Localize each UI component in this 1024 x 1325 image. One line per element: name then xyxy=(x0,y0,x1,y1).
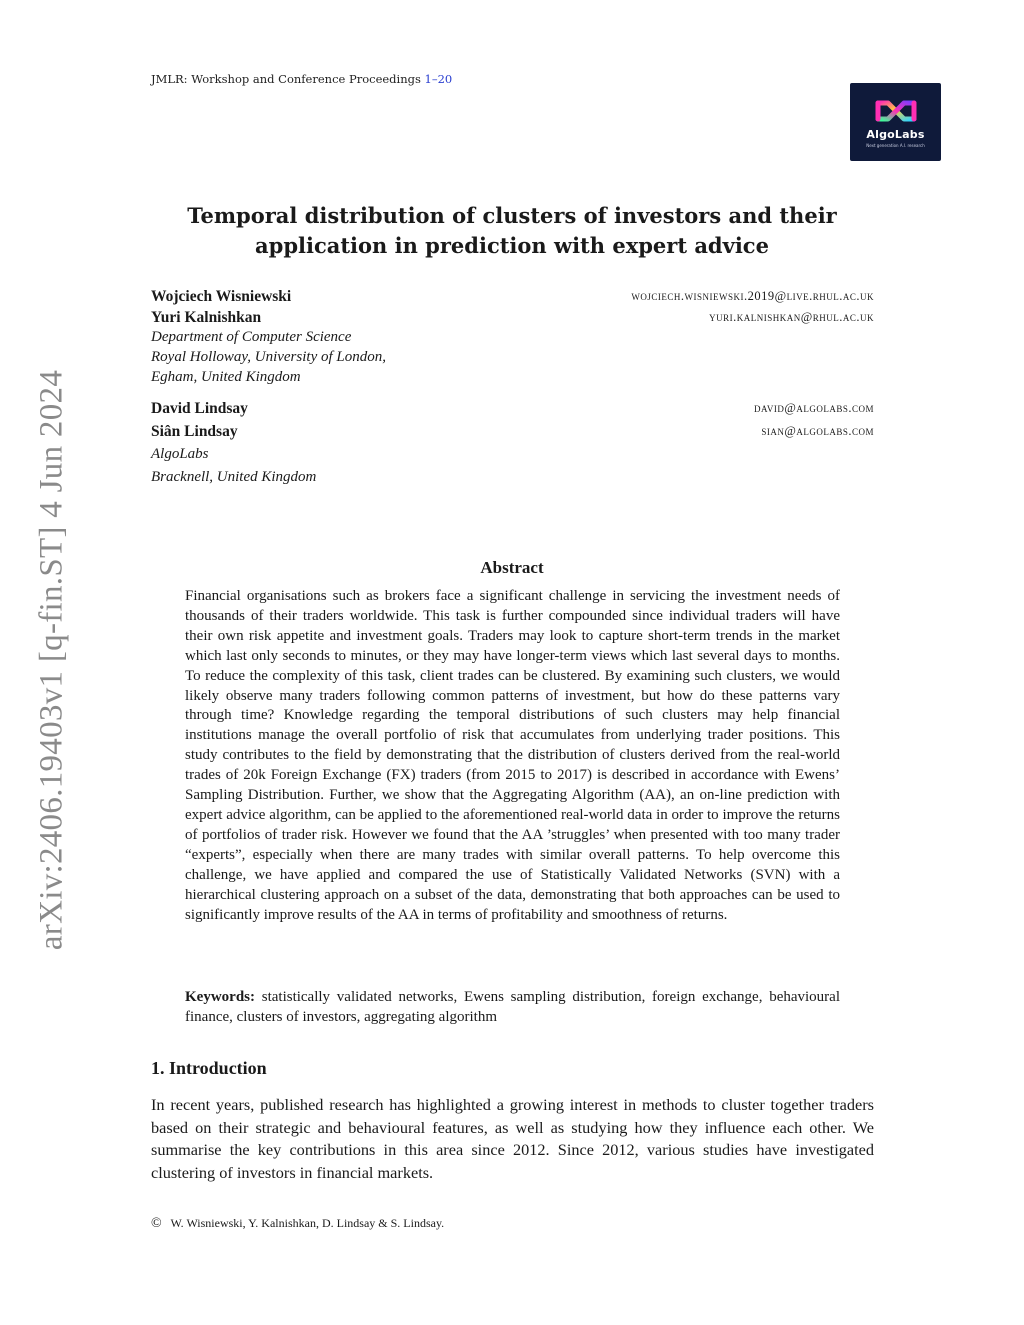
affiliation-line: Royal Holloway, University of London, xyxy=(151,349,386,365)
affiliation-line: Egham, United Kingdom xyxy=(151,369,301,385)
page-range-link[interactable]: 1–20 xyxy=(424,72,453,86)
abstract-heading: Abstract xyxy=(480,558,544,577)
affiliation-line: Bracknell, United Kingdom xyxy=(151,469,317,485)
title-line-2: application in prediction with expert advice xyxy=(255,233,769,258)
author-email[interactable]: yuri.kalnishkan@rhul.ac.uk xyxy=(709,310,874,324)
running-head xyxy=(151,72,452,86)
infinity-logo-icon xyxy=(874,97,918,125)
section-heading-introduction: 1. Introduction xyxy=(151,1058,267,1078)
author-entry xyxy=(151,423,874,443)
author-entry xyxy=(151,288,874,308)
title-line-1: Temporal distribution of clusters of investors and their xyxy=(187,203,837,228)
author-email[interactable]: sian@algolabs.com xyxy=(761,424,874,438)
author-entry xyxy=(151,309,874,329)
author-email[interactable]: wojciech.wisniewski.2019@live.rhul.ac.uk xyxy=(631,289,874,303)
author-entry xyxy=(151,400,874,420)
arxiv-identifier: arXiv:2406.19403v1 [q-fin.ST] 4 Jun 2024 xyxy=(33,369,70,951)
copyright-text: W. Wisniewski, Y. Kalnishkan, D. Lindsay & S. Lindsay. xyxy=(170,1216,445,1230)
affiliation-line: Department of Computer Science xyxy=(151,329,352,345)
keywords-block xyxy=(185,988,840,1028)
keywords-label: Keywords: xyxy=(185,989,255,1005)
author-name: Wojciech Wisniewski xyxy=(151,288,292,305)
arxiv-side-stamp xyxy=(32,365,72,955)
copyright-footer xyxy=(151,1216,444,1232)
copyright-icon: © xyxy=(151,1216,162,1231)
keywords-list: statistically validated networks, Ewens sampling distribution, foreign exchange, behavioural finance, clusters of investors, aggregating algorithm xyxy=(185,989,840,1025)
introduction-text: In recent years, published research has highlighted a growing interest in methods to cluster together traders based on their strategic and behavioural features, as well as studying how they influence each other. We summarise the key contributions in this area since 2012. Since 2012, various studies have investigated clustering of investors in financial markets. xyxy=(151,1095,874,1182)
author-name: David Lindsay xyxy=(151,400,248,417)
running-head-text: JMLR: Workshop and Conference Proceedings xyxy=(151,72,421,86)
logo-tagline: Next generation A.I. research xyxy=(866,142,925,148)
logo-brand-name: AlgoLabs xyxy=(866,127,925,141)
author-name: Yuri Kalnishkan xyxy=(151,309,262,326)
author-email[interactable]: david@algolabs.com xyxy=(754,401,874,415)
affiliation-line: AlgoLabs xyxy=(151,446,209,462)
abstract-text: Financial organisations such as brokers face a significant challenge in servicing the investment needs of thousands of their traders worldwide. This task is further compounded since individual traders will have their own risk appetite and investment goals. Traders may look to capture short-term trends in the market which last only seconds to minutes, or they may have longer-term views which last several days to months. To reduce the complexity of this task, client trades can be clustered. By examining such clusters, we would likely observe many traders following common patterns of investment, but how do these patterns vary through time? Knowledge regarding the temporal distributions of such clusters may help financial institutions manage the overall portfolio of risk that accumulates from underlying trader positions. This study contributes to the field by demonstrating that the distribution of clusters derived from the real-world trades of 20k Foreign Exchange (FX) traders (from 2015 to 2017) is described in accordance with Ewens’ Sampling Distribution. Further, we show that the Aggregating Algorithm (AA), an on-line prediction with expert advice algorithm, can be applied to the aforementioned real-world data in order to improve the returns of portfolios of trader risk. However we found that the AA ’struggles’ when presented with too many trader “experts”, especially when there are many trades with similar overall patterns. To help overcome this challenge, we have applied and compared the use of Statistically Validated Networks (SVN) with a hierarchical clustering approach on a subset of the data, demonstrating that both approaches can be used to significantly improve results of the AA in terms of profitability and smoothness of returns. xyxy=(185,588,840,923)
author-name: Siân Lindsay xyxy=(151,423,238,440)
paper-title xyxy=(150,201,874,261)
algolabs-logo xyxy=(850,83,941,161)
